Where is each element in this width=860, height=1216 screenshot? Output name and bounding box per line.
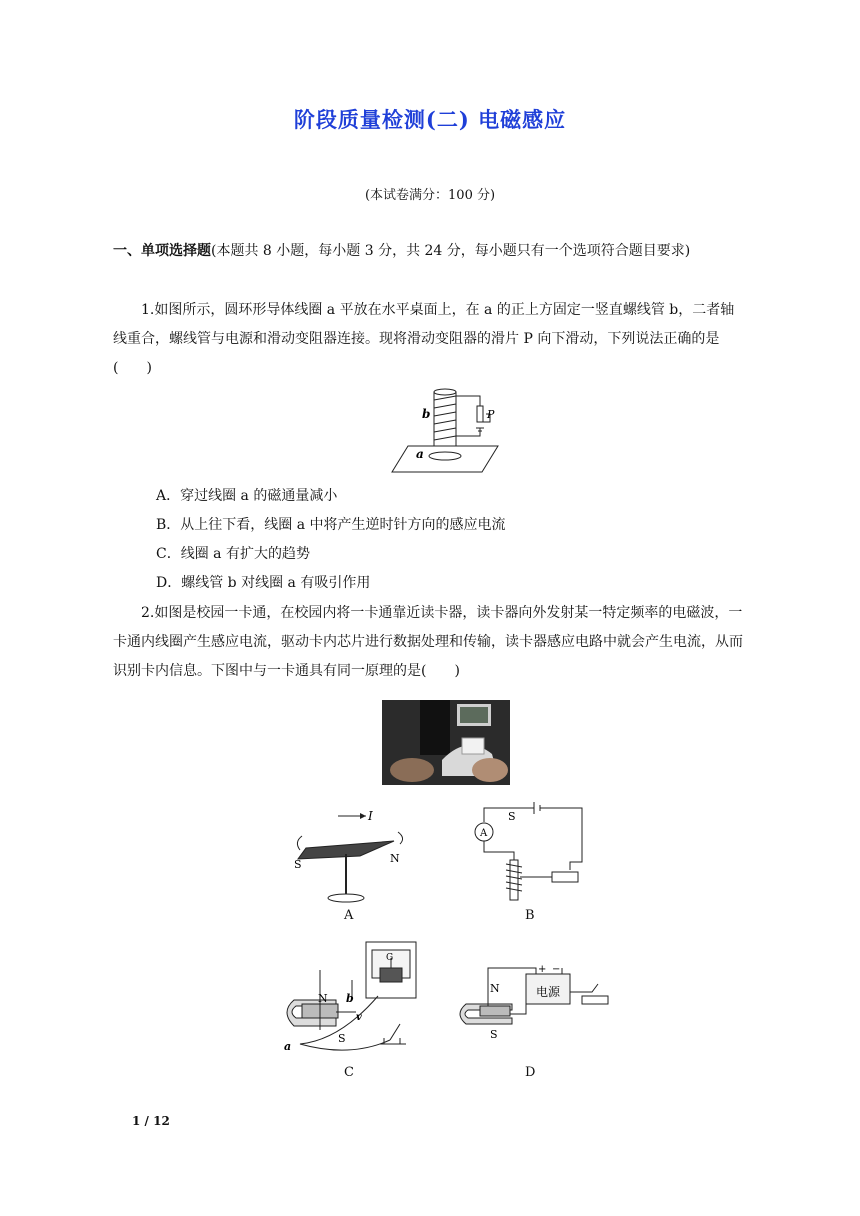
table-surface [392,446,498,472]
plus-label: + [538,964,547,975]
label-a: a [416,447,424,461]
label-n-d: N [490,982,500,995]
page-title: 阶段质量检测(二) 电磁感应 [293,107,567,132]
switch-label-s: S [508,810,516,823]
ammeter-label: A [480,828,488,839]
option-a: A．穿过线圈 a 的磁通量减小 [156,488,338,504]
label-s: S [294,858,302,871]
option-d: D．螺线管 b 对线圈 a 有吸引作用 [156,575,371,591]
caption-b: B [525,908,535,923]
section-heading: 一、单项选择题 [113,243,211,259]
label-s-c: S [338,1032,346,1045]
figure-c [280,940,430,1060]
figure-a [288,806,413,911]
label-n: N [390,852,400,865]
question-2-text: 2.如图是校园一卡通，在校园内将一卡通靠近读卡器，读卡器向外发射某一特定频率的电磁波，一卡通内线圈产生感应电流，驱动卡内芯片进行数据处理和传输，读卡器感应电路中就会产生电流，从而识别卡内信息。下图中与一卡通具有同一原理的是( ) [113,605,743,679]
label-current-i: I [368,809,373,823]
label-v: v [356,1012,362,1023]
page-number: 1 / 12 [132,1114,170,1128]
section-instructions: (本题共 8 小题，每小题 3 分，共 24 分，每小题只有一个选项符合题目要求) [211,243,691,259]
label-s-d: S [490,1028,498,1041]
label-p: P [487,408,495,421]
caption-a: A [344,908,354,923]
meter-label-g: G [386,953,394,963]
minus-label: − [552,964,561,975]
caption-d: D [525,1065,536,1080]
option-c: C．线圈 a 有扩大的趋势 [156,546,310,562]
card-reader-photo [382,700,510,785]
label-b: b [422,407,431,421]
label-a-c: a [284,1040,292,1053]
q1-figure [390,384,500,474]
caption-c: C [344,1065,354,1080]
score-note: (本试卷满分：100 分) [364,188,496,203]
ring-coil-a [429,452,461,460]
section-header [113,237,743,266]
figure-b [470,800,590,905]
option-b: B．从上往下看，线圈 a 中将产生逆时针方向的感应电流 [156,517,506,533]
label-b-c: b [346,992,354,1005]
figure-d [452,962,614,1048]
power-source-label: 电源 [536,985,561,999]
label-n-c: N [318,992,328,1005]
question-1-text: 1.如图所示，圆环形导体线圈 a 平放在水平桌面上，在 a 的正上方固定一竖直螺线管 b，二者轴线重合，螺线管与电源和滑动变阻器连接。现将滑动变阻器的滑片 P 向下滑动，下列说法正确的是( ) [113,302,735,376]
